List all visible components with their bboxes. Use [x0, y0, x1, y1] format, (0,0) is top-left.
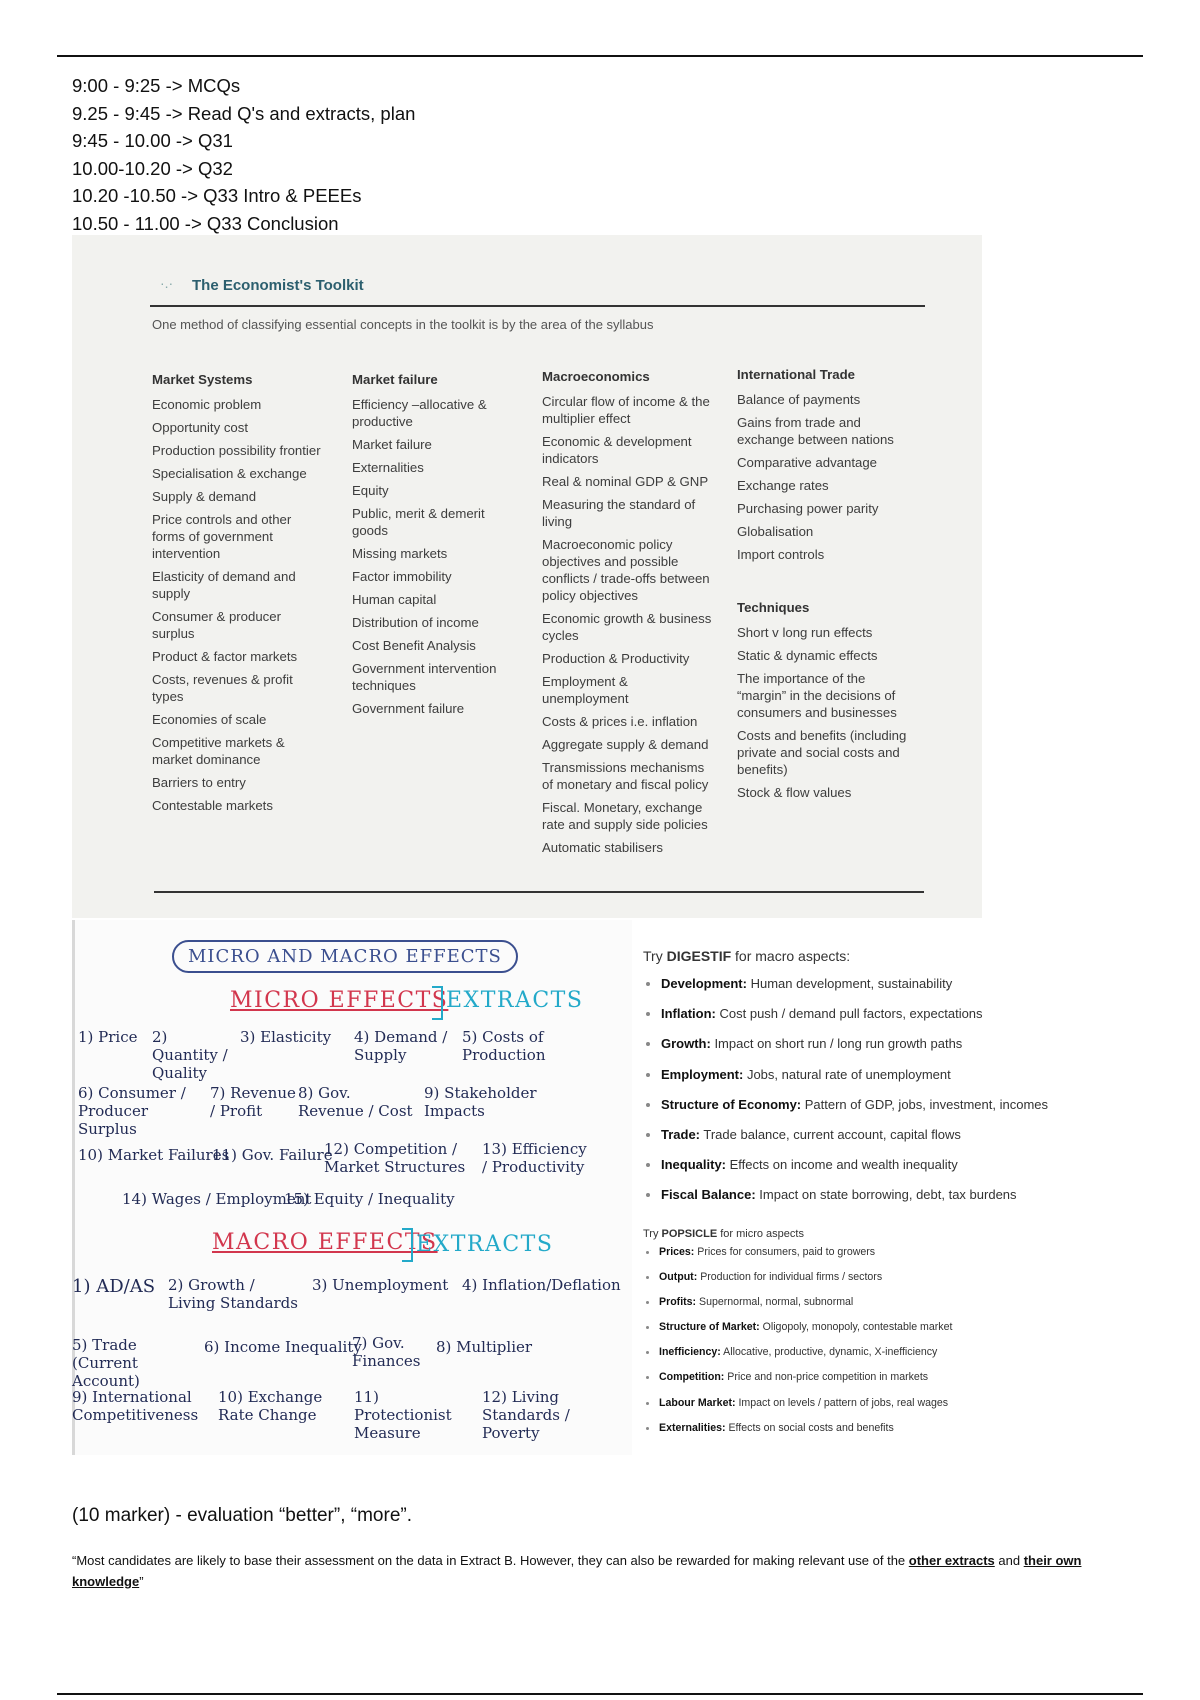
toolkit-rule: [150, 305, 925, 307]
bullet-icon: [646, 1402, 649, 1405]
toolkit-bottom-rule: [154, 891, 924, 893]
popsicle-item: Labour Market: Impact on levels / pattern of jobs, real wages: [643, 1397, 1123, 1422]
micro-effect-item: 6) Consumer / Producer Surplus: [78, 1084, 186, 1138]
schedule-line: 10.50 - 11.00 -> Q33 Conclusion: [72, 212, 339, 234]
concept-item: Economies of scale: [152, 712, 267, 727]
popsicle-intro: Try POPSICLE for micro aspects: [643, 1228, 804, 1240]
concept-item: Supply & demand: [152, 489, 257, 504]
micro-effect-item: 4) Demand / Supply: [354, 1028, 448, 1064]
bullet-icon: [646, 1301, 649, 1304]
column-heading: Market Systems: [152, 372, 253, 387]
concept-item: Missing markets: [352, 546, 448, 561]
concept-item: Production possibility frontier: [152, 443, 321, 458]
macro-effects-heading: MACRO EFFECTS: [212, 1230, 438, 1255]
concept-item: Product & factor markets: [152, 649, 298, 664]
concept-item: Gains from trade and exchange between nations: [737, 415, 894, 447]
exam-schedule: [72, 72, 415, 237]
macro-effect-item: 6) Income Inequality: [204, 1338, 362, 1356]
popsicle-item: Output: Production for individual firms / sectors: [643, 1271, 1123, 1296]
corner-mark-icon: ·.·: [160, 275, 174, 291]
bullet-icon: [646, 1163, 650, 1167]
concept-item: Aggregate supply & demand: [542, 737, 709, 752]
concept-item: Macroeconomic policy objectives and possible conflicts / trade-offs between policy objectives: [542, 537, 710, 603]
quote-emphasis: other extracts: [908, 1553, 995, 1568]
macro-effect-item: 12) Living Standards / Poverty: [482, 1388, 570, 1442]
toolkit-column-international-trade: [737, 366, 912, 807]
bullet-icon: [646, 1193, 650, 1197]
micro-effect-item: 15) Equity / Inequality: [284, 1190, 455, 1208]
micro-effect-item: 7) Revenue / Profit: [210, 1084, 296, 1120]
bullet-icon: [646, 1251, 649, 1254]
concept-item: Competitive markets & market dominance: [152, 735, 285, 767]
concept-item: Price controls and other forms of government intervention: [152, 512, 292, 561]
digestif-intro: Try DIGESTIF for macro aspects:: [643, 948, 851, 964]
concept-item: Economic problem: [152, 397, 262, 412]
digestif-item: Fiscal Balance: Impact on state borrowing, debt, tax burdens: [643, 1187, 1123, 1217]
quote-emphasis: their own knowledge: [72, 1553, 1082, 1589]
micro-effect-item: 8) Gov. Revenue / Cost: [298, 1084, 413, 1120]
concept-item: Elasticity of demand and supply: [152, 569, 296, 601]
bullet-icon: [646, 1073, 650, 1077]
popsicle-item: Externalities: Effects on social costs and benefits: [643, 1422, 1123, 1447]
macro-effect-item: 5) Trade (Current Account): [72, 1336, 140, 1390]
bullet-icon: [646, 1326, 649, 1329]
bullet-icon: [646, 982, 650, 986]
micro-macro-effects-notes: [72, 920, 632, 1455]
concept-item: Government failure: [352, 701, 465, 716]
macro-effect-item: 3) Unemployment: [312, 1276, 449, 1294]
toolkit-column-market-failure: [352, 371, 502, 723]
technique-item: Static & dynamic effects: [737, 648, 878, 663]
micro-effect-item: 13) Efficiency / Productivity: [482, 1140, 587, 1176]
top-rule: [57, 55, 1143, 57]
bullet-icon: [646, 1133, 650, 1137]
concept-item: Barriers to entry: [152, 775, 246, 790]
concept-item: Comparative advantage: [737, 455, 878, 470]
bullet-icon: [646, 1103, 650, 1107]
macro-extracts-label: EXTRACTS: [416, 1232, 554, 1257]
micro-effect-item: 14) Wages / Employment: [122, 1190, 312, 1208]
digestif-list: [643, 948, 1123, 1218]
concept-item: Transmissions mechanisms of monetary and fiscal policy: [542, 760, 709, 792]
micro-effect-item: 5) Costs of Production: [462, 1028, 546, 1064]
extracts-bracket: [432, 986, 443, 1020]
concept-item: Employment & unemployment: [542, 674, 629, 706]
examiner-quote: “Most candidates are likely to base their assessment on the data in Extract B. However, they can also be rewarded for making relevant use of the other extracts and their own knowledge”: [72, 1553, 1082, 1589]
schedule-line: 9.25 - 9:45 -> Read Q's and extracts, plan: [72, 102, 416, 124]
concept-item: Import controls: [737, 547, 825, 562]
bullet-icon: [646, 1427, 649, 1430]
concept-item: Real & nominal GDP & GNP: [542, 474, 709, 489]
column-heading: Market failure: [352, 372, 438, 387]
digestif-item: Inflation: Cost push / demand pull factors, expectations: [643, 1006, 1123, 1036]
techniques-heading: Techniques: [737, 600, 810, 615]
bullet-icon: [646, 1351, 649, 1354]
micro-effect-item: 9) Stakeholder Impacts: [424, 1084, 537, 1120]
micro-effect-item: 1) Price: [78, 1028, 138, 1046]
concept-item: Measuring the standard of living: [542, 497, 696, 529]
technique-item: Costs and benefits (including private and social costs and benefits): [737, 728, 907, 777]
concept-item: Balance of payments: [737, 392, 861, 407]
macro-effect-item: 8) Multiplier: [436, 1338, 533, 1356]
concept-item: Costs, revenues & profit types: [152, 672, 293, 704]
popsicle-item: Prices: Prices for consumers, paid to growers: [643, 1246, 1123, 1271]
concept-item: Government intervention techniques: [352, 661, 497, 693]
popsicle-item: Profits: Supernormal, normal, subnormal: [643, 1296, 1123, 1321]
bullet-icon: [646, 1376, 649, 1379]
popsicle-list: [643, 1228, 1123, 1447]
digestif-item: Structure of Economy: Pattern of GDP, jobs, investment, incomes: [643, 1097, 1123, 1127]
micro-macro-title: MICRO AND MACRO EFFECTS: [172, 940, 518, 973]
column-heading: Macroeconomics: [542, 369, 650, 384]
macro-effect-item: 7) Gov. Finances: [352, 1334, 421, 1370]
digestif-item: Employment: Jobs, natural rate of unemployment: [643, 1067, 1123, 1097]
micro-effect-item: 2) Quantity / Quality: [152, 1028, 228, 1082]
digestif-item: Development: Human development, sustainability: [643, 976, 1123, 1006]
popsicle-item: Inefficiency: Allocative, productive, dynamic, X-inefficiency: [643, 1346, 1123, 1371]
bullet-icon: [646, 1012, 650, 1016]
digestif-item: Growth: Impact on short run / long run growth paths: [643, 1036, 1123, 1066]
column-heading: International Trade: [737, 367, 855, 382]
concept-item: Globalisation: [737, 524, 814, 539]
toolkit-title: The Economist's Toolkit: [192, 277, 364, 294]
macro-effect-item: 2) Growth / Living Standards: [168, 1276, 298, 1312]
concept-item: Purchasing power parity: [737, 501, 879, 516]
micro-effect-item: 11) Gov. Failure: [212, 1146, 333, 1164]
schedule-line: 9:00 - 9:25 -> MCQs: [72, 75, 241, 96]
digestif-item: Inequality: Effects on income and wealth inequality: [643, 1157, 1123, 1187]
schedule-line: 10.00-10.20 -> Q32: [72, 157, 233, 179]
bullet-icon: [646, 1276, 649, 1279]
concept-item: Economic & development indicators: [542, 434, 692, 466]
technique-item: Short v long run effects: [737, 625, 873, 640]
toolkit-column-market-systems: [152, 371, 322, 820]
concept-item: Cost Benefit Analysis: [352, 638, 476, 653]
bottom-rule: [57, 1693, 1143, 1695]
concept-item: Fiscal. Monetary, exchange rate and supply side policies: [542, 800, 708, 832]
macro-effect-item: 4) Inflation/Deflation: [462, 1276, 621, 1294]
concept-item: Contestable markets: [152, 798, 273, 813]
concept-item: Costs & prices i.e. inflation: [542, 714, 698, 729]
macro-effect-item: 1) AD/AS: [72, 1276, 156, 1297]
concept-item: Externalities: [352, 460, 424, 475]
technique-item: Stock & flow values: [737, 785, 852, 800]
concept-item: Automatic stabilisers: [542, 840, 663, 855]
ten-marker-note: (10 marker) - evaluation “better”, “more”.: [72, 1505, 412, 1526]
micro-extracts-label: EXTRACTS: [446, 988, 584, 1013]
micro-effect-item: 12) Competition / Market Structures: [324, 1140, 466, 1176]
micro-effect-item: 3) Elasticity: [240, 1028, 332, 1046]
schedule-line: 9:45 - 10.00 -> Q31: [72, 130, 233, 151]
concept-item: Opportunity cost: [152, 420, 249, 435]
macro-effect-item: 11) Protectionist Measure: [354, 1388, 452, 1442]
economists-toolkit-scan: [72, 235, 982, 918]
technique-item: The importance of the “margin” in the decisions of consumers and businesses: [737, 671, 897, 720]
digestif-item: Trade: Trade balance, current account, capital flows: [643, 1127, 1123, 1157]
micro-effect-item: 10) Market Failures: [78, 1146, 230, 1164]
concept-item: Human capital: [352, 592, 437, 607]
extracts-bracket: [402, 1228, 413, 1262]
concept-item: Circular flow of income & the multiplier effect: [542, 394, 710, 426]
toolkit-subtitle: One method of classifying essential concepts in the toolkit is by the area of the syllabus: [152, 317, 654, 332]
macro-effect-item: 10) Exchange Rate Change: [218, 1388, 323, 1424]
concept-item: Distribution of income: [352, 615, 479, 630]
popsicle-item: Structure of Market: Oligopoly, monopoly, contestable market: [643, 1321, 1123, 1346]
micro-effects-heading: MICRO EFFECTS: [230, 988, 449, 1013]
popsicle-item: Competition: Price and non-price competition in markets: [643, 1371, 1123, 1396]
concept-item: Equity: [352, 483, 389, 498]
concept-item: Market failure: [352, 437, 432, 452]
macro-effect-item: 9) International Competitiveness: [72, 1388, 199, 1424]
concept-item: Economic growth & business cycles: [542, 611, 712, 643]
concept-item: Efficiency –allocative & productive: [352, 397, 487, 429]
concept-item: Public, merit & demerit goods: [352, 506, 485, 538]
concept-item: Factor immobility: [352, 569, 452, 584]
concept-item: Production & Productivity: [542, 651, 690, 666]
schedule-line: 10.20 -10.50 -> Q33 Intro & PEEEs: [72, 185, 362, 206]
concept-item: Consumer & producer surplus: [152, 609, 282, 641]
concept-item: Exchange rates: [737, 478, 829, 493]
toolkit-column-macroeconomics: [542, 368, 714, 862]
concept-item: Specialisation & exchange: [152, 466, 307, 481]
bullet-icon: [646, 1042, 650, 1046]
